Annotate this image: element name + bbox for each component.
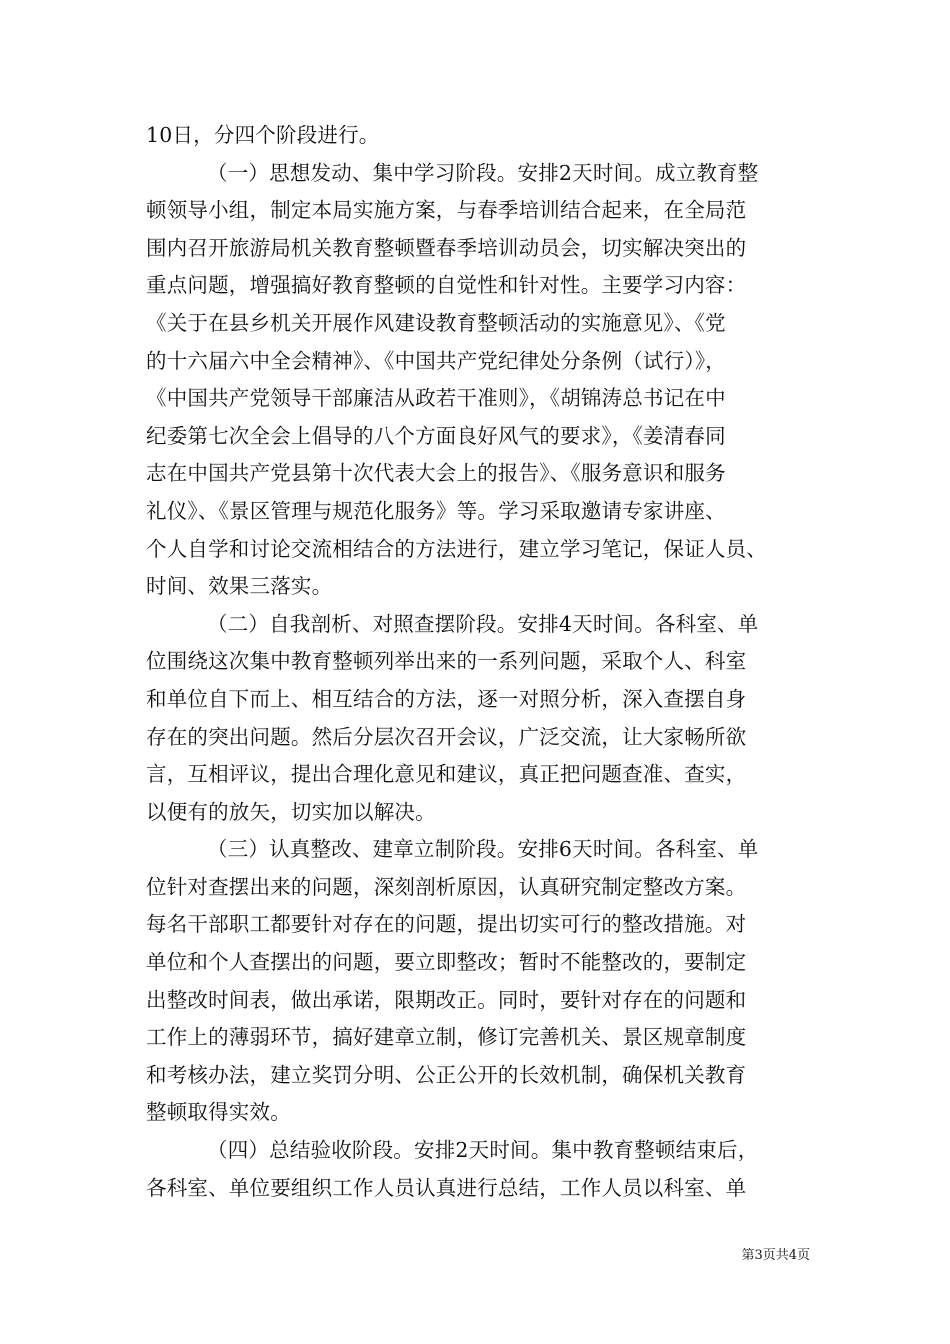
text-line: 存在的突出问题。然后分层次召开会议，广泛交流，让大家畅所欲: [146, 724, 747, 749]
text-line: 工作上的薄弱环节，搞好建章立制，修订完善机关、景区规章制度: [146, 1025, 747, 1050]
text-line: 位围绕这次集中教育整顿列举出来的一系列问题，采取个人、科室: [146, 649, 747, 674]
text-line: （三）认真整改、建章立制阶段。安排6天时间。各科室、单: [207, 837, 759, 862]
text-line: 和单位自下而上、相互结合的方法，逐一对照分析，深入查摆自身: [146, 686, 747, 711]
text-line: 个人自学和讨论交流相结合的方法进行，建立学习笔记，保证人员、: [146, 536, 767, 561]
text-line: 围内召开旅游局机关教育整顿暨春季培训动员会，切实解决突出的: [146, 235, 747, 260]
text-line: 和考核办法，建立奖罚分明、公正公开的长效机制，确保机关教育: [146, 1062, 747, 1087]
text-line: 各科室、单位要组织工作人员认真进行总结，工作人员以科室、单: [146, 1175, 747, 1200]
text-line: 每名干部职工都要针对存在的问题，提出切实可行的整改措施。对: [146, 912, 747, 937]
text-line: 以便有的放矢，切实加以解决。: [146, 799, 436, 824]
text-line: 纪委第七次全会上倡导的八个方面良好风气的要求》，《姜清春同: [146, 423, 726, 448]
text-line: 言，互相评议，提出合理化意见和建议，真正把问题查准、查实，: [146, 762, 747, 787]
text-line: 出整改时间表，做出承诺，限期改正。同时，要针对存在的问题和: [146, 987, 747, 1012]
text-line: 单位和个人查摆出的问题，要立即整改；暂时不能整改的，要制定: [146, 950, 747, 975]
text-line: 的十六届六中全会精神》、《中国共产党纪律处分条例（试行）》，: [146, 348, 726, 373]
text-line: 重点问题，增强搞好教育整顿的自觉性和针对性。主要学习内容：: [146, 273, 747, 298]
text-line: 《中国共产党领导干部廉洁从政若干准则》，《胡锦涛总书记在中: [146, 386, 726, 411]
text-line: （一）思想发动、集中学习阶段。安排2天时间。成立教育整: [207, 160, 759, 185]
text-line: 10日，分四个阶段进行。: [146, 123, 380, 147]
text-line: 志在中国共产党县第十次代表大会上的报告》、《服务意识和服务: [146, 461, 726, 486]
text-line: 《关于在县乡机关开展作风建设教育整顿活动的实施意见》、《党: [146, 310, 726, 335]
text-line: 位针对查摆出来的问题，深刻剖析原因，认真研究制定整改方案。: [146, 874, 747, 899]
text-line: 顿领导小组，制定本局实施方案，与春季培训结合起来，在全局范: [146, 198, 747, 223]
text-line: （四）总结验收阶段。安排2天时间。集中教育整顿结束后，: [207, 1138, 759, 1163]
text-line: 礼仪》、《景区管理与规范化服务》等。学习采取邀请专家讲座、: [146, 498, 726, 523]
body-text: [146, 117, 808, 1207]
text-line: 整顿取得实效。: [146, 1100, 291, 1125]
text-line: （二）自我剖析、对照查摆阶段。安排4天时间。各科室、单: [207, 611, 759, 636]
page-number-footer: 第3页共4页: [741, 1248, 810, 1263]
text-line: 时间、效果三落实。: [146, 574, 333, 599]
